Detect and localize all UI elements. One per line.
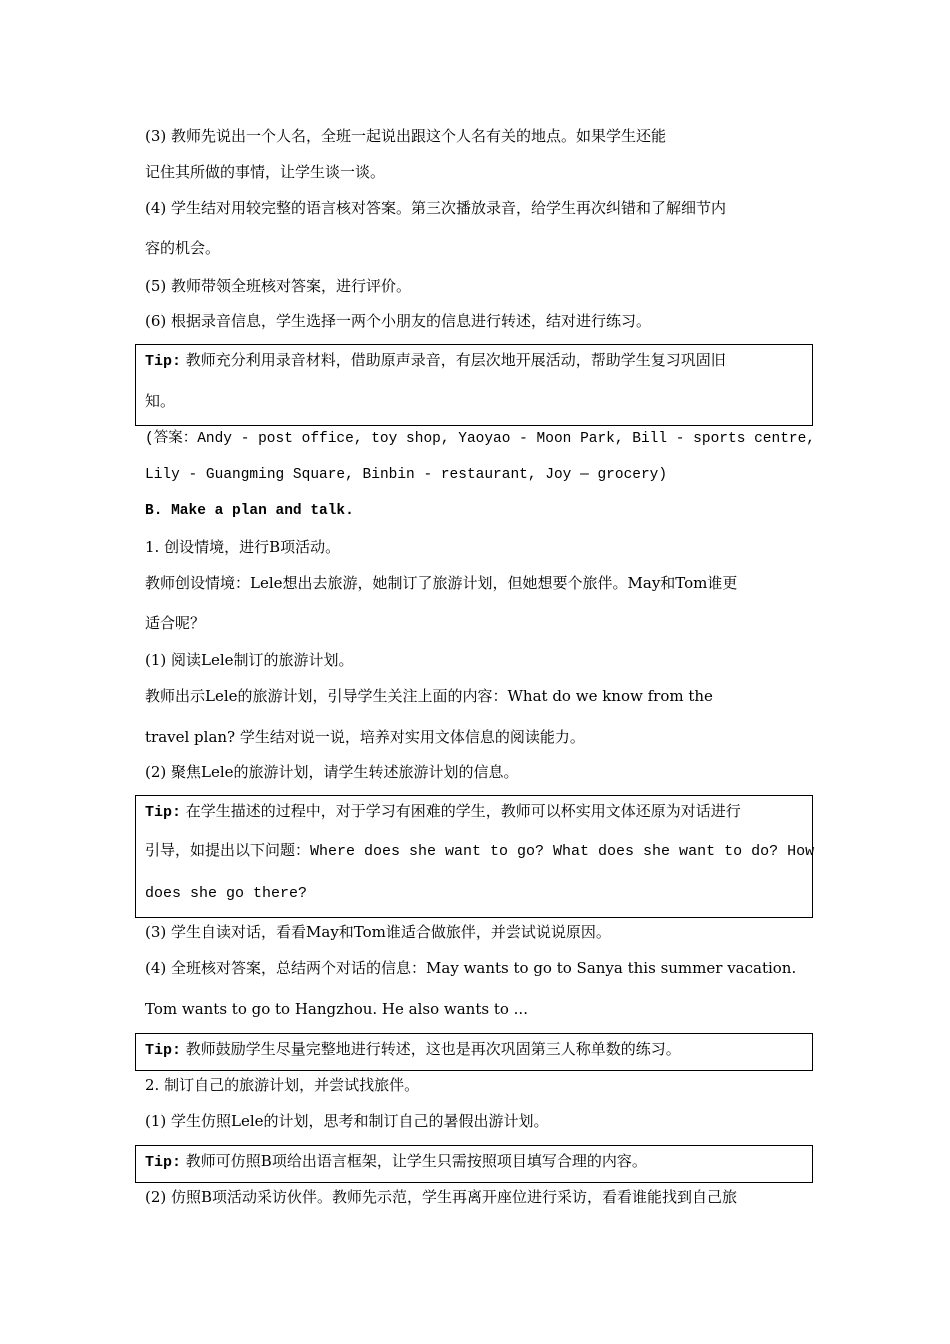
answer-line-1: (答案：Andy - post office, toy shop, Yaoyao - Moon Park, Bill - sports centre,	[145, 431, 816, 447]
tip-label: Tip:	[145, 1042, 182, 1059]
b-read-plan-line-2: travel plan? 学生结对说一说，培养对实用文体信息的阅读能力。	[145, 728, 585, 746]
tip-box-2-line-3: does she go there?	[145, 885, 308, 902]
b-step-1-line: 1. 创设情境，进行B项活动。	[145, 538, 341, 556]
tip-box-4	[135, 1145, 813, 1183]
tip-box-2	[135, 795, 813, 918]
tip-box-3	[135, 1033, 813, 1071]
tip-label: Tip:	[145, 353, 182, 370]
step-4-line-2: 容的机会。	[145, 239, 221, 257]
tip-box-2-line-1	[145, 801, 741, 823]
b-step-2-2-line: (2) 仿照B项活动采访伙伴。教师先示范，学生再离开座位进行采访，看看谁能找到自己旅	[145, 1188, 738, 1206]
b-context-line-1: 教师创设情境：Lele想出去旅游，她制订了旅游计划，但她想要个旅伴。May和Tom谁更	[145, 574, 738, 592]
step-3-line-1: (3) 教师先说出一个人名，全班一起说出跟这个人名有关的地点。如果学生还能	[145, 127, 667, 145]
b-read-plan-line-1: 教师出示Lele的旅游计划，引导学生关注上面的内容：What do we know from the	[145, 687, 713, 705]
tip-box-1	[135, 344, 813, 426]
b-context-line-2: 适合呢？	[145, 614, 206, 632]
tip-text: 教师鼓励学生尽量完整地进行转述，这也是再次巩固第三人称单数的练习。	[185, 1040, 681, 1058]
b-step-1-1-line: (1) 阅读Lele制订的旅游计划。	[145, 651, 354, 669]
b-step-2-line: 2. 制订自己的旅游计划，并尝试找旅伴。	[145, 1076, 420, 1094]
answer-line-2: Lily - Guangming Square, Binbin - restaurant, Joy — grocery)	[145, 467, 668, 483]
tip-box-1-line-2: 知。	[145, 392, 176, 410]
tip-box-1-line-1	[145, 350, 726, 372]
tip-box-3-line-1	[145, 1039, 681, 1061]
tip-label: Tip:	[145, 1154, 182, 1171]
tip-box-2-line-2: 引导，如提出以下问题：Where does she want to go? What does she want to do? How	[145, 843, 815, 860]
tip-text: 教师充分利用录音材料，借助原声录音，有层次地开展活动，帮助学生复习巩固旧	[185, 351, 726, 369]
tip-label: Tip:	[145, 804, 182, 821]
tip-text: 在学生描述的过程中，对于学习有困难的学生，教师可以杯实用文体还原为对话进行	[185, 802, 741, 820]
b-step-1-4-line-2: Tom wants to go to Hangzhou. He also wants to ...	[145, 1000, 528, 1018]
b-step-2-1-line: (1) 学生仿照Lele的计划，思考和制订自己的暑假出游计划。	[145, 1112, 549, 1130]
b-step-1-4-line-1: (4) 全班核对答案，总结两个对话的信息：May wants to go to Sanya this summer vacation.	[145, 959, 797, 977]
tip-text: 教师可仿照B项给出语言框架，让学生只需按照项目填写合理的内容。	[185, 1152, 647, 1170]
b-step-1-2-line: (2) 聚焦Lele的旅游计划，请学生转述旅游计划的信息。	[145, 763, 519, 781]
b-step-1-3-line: (3) 学生自读对话，看看May和Tom谁适合做旅伴，并尝试说说原因。	[145, 923, 611, 941]
step-5-line: (5) 教师带领全班核对答案，进行评价。	[145, 277, 412, 295]
step-4-line-1: (4) 学生结对用较完整的语言核对答案。第三次播放录音，给学生再次纠错和了解细节内	[145, 199, 727, 217]
step-6-line: (6) 根据录音信息，学生选择一两个小朋友的信息进行转述，结对进行练习。	[145, 312, 652, 330]
tip-box-4-line-1	[145, 1151, 647, 1173]
section-b-heading: B. Make a plan and talk.	[145, 503, 354, 519]
step-3-line-2: 记住其所做的事情，让学生谈一谈。	[145, 163, 386, 181]
